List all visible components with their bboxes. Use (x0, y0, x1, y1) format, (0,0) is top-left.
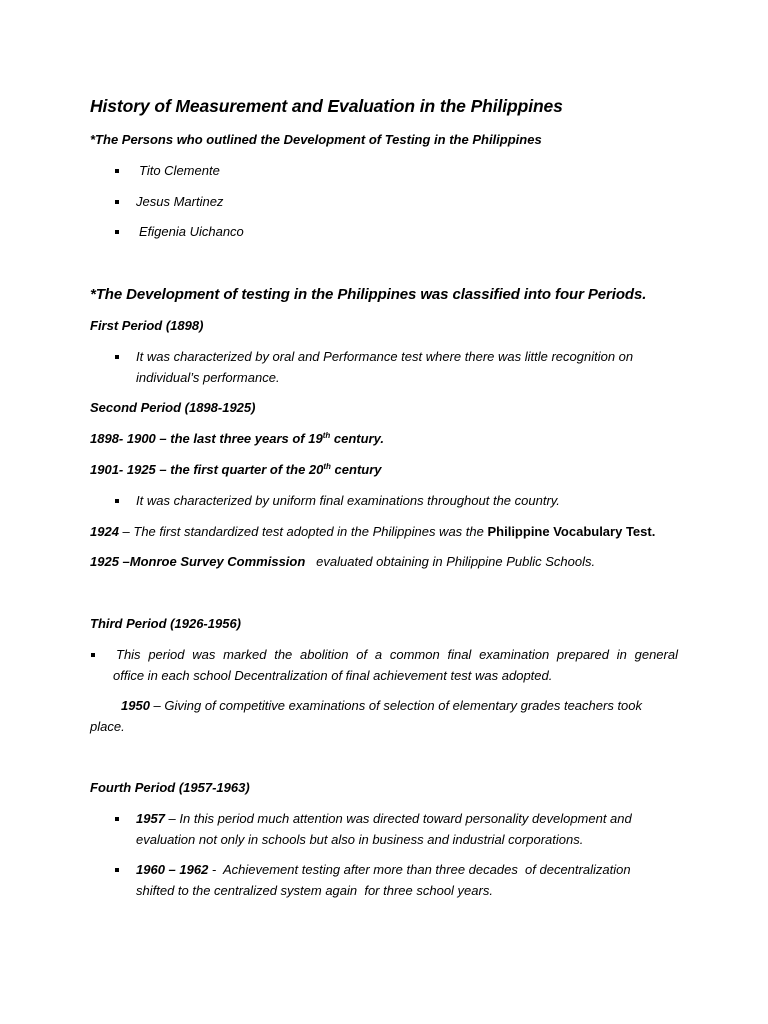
first-period-text-line: It was characterized by oral and Performance test where there was little recognition on (136, 349, 634, 364)
entry-1924 (90, 521, 678, 542)
fourth-period-heading: Fourth Period (1957-1963) (90, 780, 250, 795)
entry-1957 (136, 808, 678, 829)
year-label: 1960 – 1962 (136, 862, 209, 877)
second-period-line-1898 (90, 428, 678, 449)
bullet-icon (115, 230, 119, 234)
first-period-text-line: individual’s performance. (136, 370, 280, 385)
person-item: Efigenia Uichanco (139, 224, 244, 239)
year-label: 1957 (136, 811, 165, 826)
entry-1960-1962-continued: shifted to the centralized system again for three school years. (136, 883, 493, 898)
bullet-icon (115, 817, 119, 821)
entry-1925 (90, 551, 678, 572)
second-period-line-1901 (90, 459, 678, 480)
superscript: th (323, 462, 331, 471)
line-text: century (330, 462, 382, 477)
line-text: 1901- 1925 – the first quarter of the 20 (90, 462, 324, 477)
bullet-icon (115, 355, 119, 359)
person-item: Jesus Martinez (136, 194, 224, 209)
bullet-icon (115, 200, 119, 204)
year-label: 1950 (121, 698, 150, 713)
year-label: 1924 (90, 524, 119, 539)
entry-highlight: Philippine Vocabulary Test. (487, 524, 656, 539)
third-period-text-line: This period was marked the abolition of a common final examination prepared in general (116, 647, 678, 662)
second-period-heading: Second Period (1898-1925) (90, 400, 256, 415)
periods-heading: *The Development of testing in the Philippines was classified into four Periods. (90, 286, 647, 303)
entry-1957-continued: evaluation not only in schools but also in business and industrial corporations. (136, 832, 584, 847)
entry-highlight: 1925 –Monroe Survey Commission (90, 554, 306, 569)
entry-1960-1962 (136, 859, 678, 880)
entry-text: – In this period much attention was directed toward personality development and (164, 811, 632, 826)
entry-text: evaluated obtaining in Philippine Public Schools. (305, 554, 596, 569)
page-title: History of Measurement and Evaluation in the Philippines (90, 96, 563, 116)
line-text: 1898- 1900 – the last three years of 19 (90, 431, 323, 446)
superscript: th (322, 431, 331, 440)
first-period-heading: First Period (1898) (90, 318, 204, 333)
entry-text: – The first standardized test adopted in the Philippines was the (118, 524, 488, 539)
persons-heading: *The Persons who outlined the Development of Testing in the Philippines (90, 132, 542, 147)
entry-text: – Giving of competitive examinations of selection of elementary grades teachers took (149, 698, 643, 713)
bullet-icon (115, 169, 119, 173)
third-period-text-line: office in each school Decentralization of final achievement test was adopted. (113, 668, 553, 683)
entry-1950 (121, 695, 678, 716)
bullet-icon (91, 653, 95, 657)
entry-1950-continued: place. (90, 719, 125, 734)
third-period-heading: Third Period (1926-1956) (90, 616, 241, 631)
entry-text: - Achievement testing after more than three decades of decentralization (208, 862, 631, 877)
bullet-icon (115, 868, 119, 872)
second-period-bullet: It was characterized by uniform final examinations throughout the country. (136, 493, 560, 508)
person-item: Tito Clemente (139, 163, 220, 178)
line-text: century. (330, 431, 384, 446)
bullet-icon (115, 499, 119, 503)
